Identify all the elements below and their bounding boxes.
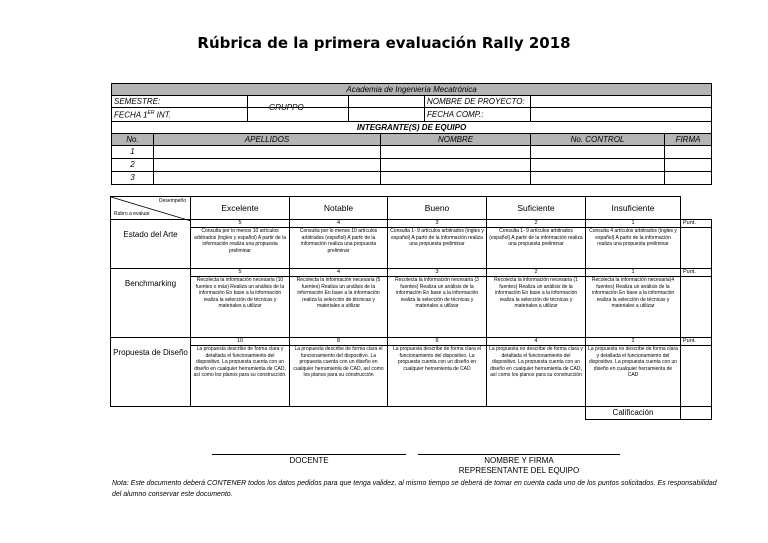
- col-firma: FIRMA: [665, 133, 712, 145]
- descriptor: Consulta 1- 9 artículos arbitrados (ingles y español) A partir de la información realiza una propuesta preliminar: [388, 228, 487, 269]
- page-title: Rúbrica de la primera evaluación Rally 2018: [197, 34, 571, 52]
- punt-label: Punt.: [681, 269, 712, 277]
- level-points: 4: [290, 269, 388, 277]
- descriptor: Consulta por lo menos 10 artículos arbitrados (español) A partir de la información realiza una propuesta preliminar: [290, 228, 388, 269]
- corner-desempeno: Desempeño: [159, 198, 186, 204]
- calificacion-field[interactable]: [681, 407, 712, 420]
- level-header: Bueno: [388, 197, 487, 220]
- header-blank: [681, 197, 712, 220]
- descriptor: La propuesta no describe de forma clara y detallada el funcionamiento del dispositivo. La propuesta cuenta con un diseño en cualquier herramienta de CAD: [586, 346, 681, 407]
- academy-header: Academia de Ingeniería Mecatrónica: [112, 84, 712, 96]
- punt-label: Punt.: [681, 338, 712, 346]
- level-points: 10: [191, 338, 290, 346]
- level-points: 5: [191, 269, 290, 277]
- level-points: 4: [487, 338, 586, 346]
- level-header: Notable: [290, 197, 388, 220]
- level-points: 2: [487, 269, 586, 277]
- descriptor: La propuesta describe de forma clara y detallada el funcionamiento del dispositivo. La propuesta cuenta con un diseño en cualquier herramienta de CAD, así como los planos para su construcción.: [191, 346, 290, 407]
- descriptor: La propuesta describe de forma clara el funcionamiento del dispositivo. La propuesta cuenta con un diseño en cualquier herramienta de CAD, así como los planos para su construcción: [290, 346, 388, 407]
- rep-label-2: REPRESENTANTE DEL EQUIPO: [458, 466, 580, 475]
- member-control[interactable]: [531, 171, 665, 184]
- calificacion-label: Calificación: [586, 407, 681, 420]
- rubric-corner: [111, 197, 191, 220]
- fecha-comp-label: FECHA COMP.:: [425, 108, 531, 122]
- calif-spacer: [111, 407, 586, 420]
- corner-rubro: Rubro a evaluar: [114, 211, 150, 218]
- docente-signature-line: [212, 454, 406, 455]
- punt-label: Punt.: [681, 220, 712, 228]
- criterion-name: Estado del Arte: [111, 220, 191, 269]
- grupo-field[interactable]: [269, 96, 425, 112]
- descriptor: La propuesta describe de forma clara el funcionamiento del dispositivo. La propuesta cuenta con un diseño en cualquier herramienta de CAD: [388, 346, 487, 407]
- proyecto-label: NOMBRE DE PROYECTO:: [425, 96, 531, 108]
- member-control[interactable]: [531, 145, 665, 158]
- proyecto-field[interactable]: [531, 96, 712, 108]
- member-number: 3: [112, 171, 154, 184]
- descriptor: Recolecta la información necesaria (1 fuentes) Realiza un análisis de la información En base a la información realiza la selección de técnicas y materiales a utilizar: [487, 277, 586, 338]
- level-header: Suficiente: [487, 197, 586, 220]
- level-points: 1: [586, 269, 681, 277]
- fecha-int-label: FECHA 1ER INT.: [112, 108, 248, 122]
- score-field[interactable]: [681, 277, 712, 338]
- member-nombre[interactable]: [381, 171, 531, 184]
- criterion-name: Benchmarking: [111, 269, 191, 338]
- col-nombre: NOMBRE: [381, 133, 531, 145]
- member-number: 1: [112, 145, 154, 158]
- level-points: 1: [586, 220, 681, 228]
- descriptor: Recolecta la información necesaria (5 fuentes) Realiza un análisis de la información En base a la información realiza la selección de técnicas y materiales a utilizar: [290, 277, 388, 338]
- descriptor: La propuesta no describe de forma clara y detallada el funcionamiento del dispositivo. La propuesta cuenta con un diseño en cualquier herramienta de CAD, así como los planos para su construcción: [487, 346, 586, 407]
- descriptor: Recolecta la información necesaria(4 fuentes) Realiza un análisis de la información En base a la información realiza la selección de técnicas y materiales a utilizar: [586, 277, 681, 338]
- descriptor: Recolecta la información necesaria (3 fuentes) Realiza un análisis de la información En base a la información realiza la selección de técnicas y materiales a utilizar: [388, 277, 487, 338]
- level-points: 3: [388, 269, 487, 277]
- level-points: 2: [586, 338, 681, 346]
- col-no: No.: [112, 133, 154, 145]
- semestre-label: SEMESTRE:: [112, 96, 248, 108]
- level-header: Insuficiente: [586, 197, 681, 220]
- member-control[interactable]: [531, 158, 665, 171]
- fecha-comp-field[interactable]: [531, 108, 712, 122]
- level-points: 4: [290, 220, 388, 228]
- member-apellidos[interactable]: [154, 145, 381, 158]
- member-firma[interactable]: [665, 145, 712, 158]
- rep-label-1: NOMBRE Y FIRMA: [484, 456, 554, 465]
- descriptor: Consulta 1- 9 artículos arbitrados (español) A partir de la información realiza una propuesta preliminar: [487, 228, 586, 269]
- member-firma[interactable]: [665, 171, 712, 184]
- member-firma[interactable]: [665, 158, 712, 171]
- footer-note: Nota: Este documento deberá CONTENER todos los datos pedidos para que tenga validez, al mismo tiempo se deberá de tomar en cuenta cada uno de los puntos solicitados. Es responsabilidad del alumno conservar este documento.: [112, 480, 717, 498]
- level-points: 5: [191, 220, 290, 228]
- team-info-table: [111, 83, 712, 185]
- descriptor: Consulta 4 artículos arbitrados (ingles y español) A partir de la información realiza una propuesta preliminar: [586, 228, 681, 269]
- score-field[interactable]: [681, 346, 712, 407]
- level-points: 2: [487, 220, 586, 228]
- criterion-name: Propuesta de Diseño: [111, 338, 191, 407]
- docente-label: DOCENTE: [289, 456, 329, 465]
- member-nombre[interactable]: [381, 158, 531, 171]
- member-nombre[interactable]: [381, 145, 531, 158]
- descriptor: Recolecta la información necesaria (10 fuentes o más) Realiza un análisis de la información En base a la información realiza la selección de técnicas y materiales a utilizar: [191, 277, 290, 338]
- score-field[interactable]: [681, 228, 712, 269]
- member-number: 2: [112, 158, 154, 171]
- col-apellidos: APELLIDOS: [154, 133, 381, 145]
- member-apellidos[interactable]: [154, 171, 381, 184]
- rubric-table: [110, 196, 712, 420]
- grupo-label: GRUPPO: [269, 102, 304, 112]
- level-points: 3: [388, 220, 487, 228]
- level-points: 6: [388, 338, 487, 346]
- descriptor: Consulta por lo menos 10 artículos arbitrados (ingles y español) A partir de la información realiza una propuesta preliminar: [191, 228, 290, 269]
- col-control: No. CONTROL: [531, 133, 665, 145]
- level-header: Excelente: [191, 197, 290, 220]
- fecha-int-extra[interactable]: [349, 108, 425, 122]
- rep-signature-line: [418, 454, 620, 455]
- member-apellidos[interactable]: [154, 158, 381, 171]
- level-points: 8: [290, 338, 388, 346]
- integrantes-header: INTEGRANTE(S) DE EQUIPO: [112, 121, 712, 133]
